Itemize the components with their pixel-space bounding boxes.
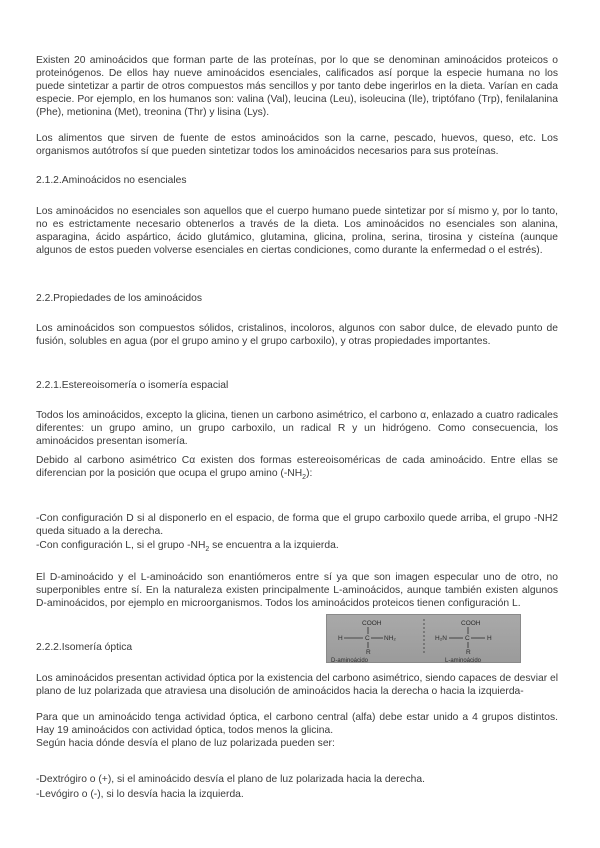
section-heading-stereoisomerism: 2.2.1.Estereoisomería o isomería espacial (36, 380, 229, 391)
paragraph-levorotatory: -Levógiro o (-), si lo desvía hacia la izquierda. (36, 789, 244, 800)
paragraph-alpha-carbon: Para que un aminoácido tenga actividad óptica, el carbono central (alfa) debe estar unido a 4 grupos distintos. Hay 19 aminoácidos con actividad óptica, todos menos la glicina. (36, 712, 558, 736)
d-left-group: H (338, 635, 343, 642)
l-left-group: H₂N (435, 635, 447, 642)
l-label: L-aminoácido (445, 658, 482, 663)
section-heading-optical-isomerism: 2.2.2.Isomería óptica (36, 642, 133, 653)
paragraph-non-essential: Los aminoácidos no esenciales son aquellos que el cuerpo humano puede sintetizar por sí mismo y, por lo tanto, no es estrictamente necesario obtenerlos a través de la dieta. Los aminoácidos no esenciales son alanina, asparagina, ácido aspártico, ácido glutámico, glutamina, glicina, prolina, serina, tirosina y cisteína (aunque algunos de estos pueden volverse esenciales en ciertas condiciones, como durante la enfermedad o el estrés). (36, 206, 558, 256)
l-center-carbon: C (465, 635, 470, 642)
paragraph-asymmetric-carbon: Todos los aminoácidos, excepto la glicina, tienen un carbono asimétrico, el carbono α, enlazado a cuatro radicales diferentes: un grupo amino, un grupo carboxilo, un radical R y un hidrógeno. Como consecuencia, los aminoácidos presentan isomería. (36, 410, 558, 447)
paragraph-enantiomers: El D-aminoácido y el L-aminoácido son enantiómeros entre sí ya que son imagen especular uno de otro, no superponibles entre sí. En la naturaleza existen principalmente L-aminoácidos, aunque también existen algunos D-aminoácidos, por ejemplo en microorganismos. Todos los aminoácidos proteicos tienen configuración L. (36, 572, 558, 609)
d-bottom-group: R (366, 649, 371, 656)
paragraph-stereoisomeric-forms: Debido al carbono asimétrico Cα existen dos formas estereoisoméricas de cada aminoácido. Entre ellas se diferencian por la posición que ocupa el grupo amino $(-NH_2)$: (36, 455, 558, 481)
section-heading-non-essential: 2.1.2.Aminoácidos no esenciales (36, 175, 187, 186)
section-heading-properties: 2.2.Propiedades de los aminoácidos (36, 293, 203, 304)
paragraph-dextrorotatory: -Dextrógiro o (+), si el aminoácido desvía el plano de luz polarizada hacia la derecha. (36, 774, 425, 785)
l-bottom-group: R (466, 649, 471, 656)
l-right-group: H (487, 635, 492, 642)
d-l-amino-acid-figure (326, 614, 521, 663)
paragraph-food-sources: Los alimentos que sirven de fuente de estos aminoácidos son la carne, pescado, huevos, queso, etc. Los organismos autótrofos sí que pueden sintetizar todos los aminoácidos necesarios para sus proteínas. (36, 133, 558, 157)
paragraph-l-configuration: -Con configuración L, si el grupo $-NH_2$ se encuentra a la izquierda. (36, 540, 339, 554)
paragraph-properties: Los aminoácidos son compuestos sólidos, cristalinos, incoloros, algunos con sabor dulce, de elevado punto de fusión, solubles en agua (por el grupo amino y el grupo carboxilo), y otras propiedades importantes. (36, 323, 558, 347)
d-right-group: NH₂ (384, 635, 396, 642)
d-top-group: COOH (362, 620, 382, 627)
paragraph-optical-activity: Los aminoácidos presentan actividad óptica por la existencia del carbono asimétrico, siendo capaces de desviar el plano de luz polarizada que atraviesa una disolución de aminoácidos hacia la derecha o hacia la izquierda- (36, 673, 559, 697)
d-center-carbon: C (365, 635, 370, 642)
d-label: D-aminoácido (331, 658, 369, 663)
l-top-group: COOH (461, 620, 481, 627)
paragraph-essential-amino-acids: Existen 20 aminoácidos que forman parte de las proteínas, por lo que se denominan aminoácidos proteicos o proteinógenos. De ellos hay nueve aminoácidos esenciales, calificados así porque la especie humana no los puede sintetizar a partir de otros compuestos más sencillos y por tanto debe ingerirlos en la dieta. Varían en cada especie. Por ejemplo, en los humanos son: valina (Val), leucina (Leu), isoleucina (Ile), triptófano (Trp), fenilalanina (Phe), metionina (Met), treonina (Thr) y lisina (Lys). (36, 55, 558, 118)
paragraph-deviation-types: Según hacia dónde desvía el plano de luz polarizada pueden ser: (36, 738, 335, 749)
paragraph-d-configuration: -Con configuración D si al disponerlo en el espacio, de forma que el grupo carboxilo quede arriba, el grupo -NH2 queda situado a la derecha. (36, 513, 558, 537)
